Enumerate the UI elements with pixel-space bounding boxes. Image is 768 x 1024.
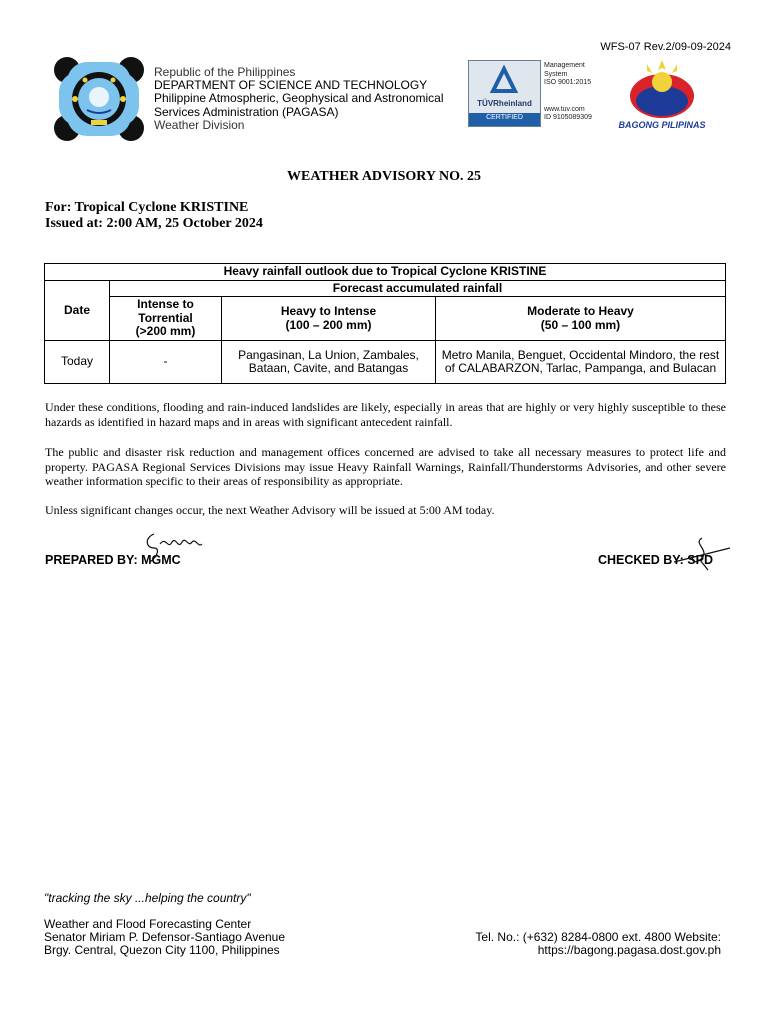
header-intense-line1: Intense to — [137, 297, 194, 312]
agency-line-2: Services Administration (PAGASA) — [154, 104, 339, 119]
tuv-certified: CERTIFIED — [486, 114, 523, 121]
checked-by-signature — [672, 534, 732, 574]
bagong-pilipinas-logo — [617, 56, 707, 134]
division-line: Weather Division — [154, 117, 245, 132]
contact-line2: https://bagong.pagasa.dost.gov.ph — [537, 943, 721, 957]
advisory-title: WEATHER ADVISORY NO. 25 — [287, 169, 481, 184]
paragraph-conditions: Under these conditions, flooding and rain-induced landslides are likely, especially in areas that are highly or very highly susceptible to these hazards as identified in hazard maps and in areas with significant antecedent rainfall. — [45, 400, 726, 429]
republic-line: Republic of the Philippines — [154, 65, 296, 79]
footer-address — [44, 918, 285, 957]
row-moderate: Metro Manila, Benguet, Occidental Mindoro, the rest of CALABARZON, Tarlac, Pampanga, and Bulacan — [436, 341, 726, 384]
contact-line1: Tel. No.: (+632) 8284-0800 ext. 4800 Website: — [475, 930, 721, 944]
address-line2: Senator Miriam P. Defensor-Santiago Avenue — [44, 930, 286, 944]
agency-line-1: Philippine Atmospheric, Geophysical and Astronomical — [154, 91, 444, 106]
prepared-by: PREPARED BY: MGMC — [45, 553, 181, 567]
paragraph-next-advisory: Unless significant changes occur, the next Weather Advisory will be issued at 5:00 AM today. — [45, 503, 495, 517]
row-intense: - — [110, 341, 222, 384]
tuv-spacer — [544, 88, 592, 106]
prepared-by-signature — [140, 526, 210, 566]
tuv-info — [544, 62, 592, 123]
table-header-intense — [110, 297, 222, 341]
header-moderate-line2: (50 – 100 mm) — [540, 317, 621, 332]
advisory-issued: Issued at: 2:00 AM, 25 October 2024 — [45, 216, 263, 231]
row-date: Today — [45, 341, 110, 384]
address-line3: Brgy. Central, Quezon City 1100, Philippines — [44, 943, 280, 957]
address-line1: Weather and Flood Forecasting Center — [44, 917, 252, 931]
header-heavy-line2: (100 – 200 mm) — [285, 317, 372, 332]
department-line: DEPARTMENT OF SCIENCE AND TECHNOLOGY — [154, 78, 428, 93]
tuv-brand: TÜVRheinland — [477, 99, 532, 108]
advisory-for: For: Tropical Cyclone KRISTINE — [45, 200, 249, 215]
checked-by: CHECKED BY: SPD — [597, 553, 713, 567]
form-code: WFS-07 Rev.2/09-09-2024 — [600, 41, 731, 53]
tuv-id: ID 9105089309 — [544, 114, 592, 121]
bagong-pilipinas-emblem — [617, 56, 707, 120]
agency-block — [154, 66, 444, 132]
tagline: "tracking the sky ...helping the country" — [44, 891, 251, 905]
pagasa-logo — [53, 56, 145, 142]
tuv-certification-badge — [468, 60, 608, 128]
tuv-ms-line1: Management — [544, 62, 585, 69]
header-heavy-line1: Heavy to Intense — [280, 304, 377, 318]
bagong-pilipinas-text: BAGONG PILIPINAS — [618, 120, 706, 130]
tuv-logo — [468, 60, 541, 127]
table-header-moderate — [436, 297, 726, 341]
table-row — [45, 341, 726, 384]
row-heavy: Pangasinan, La Union, Zambales, Bataan, Cavite, and Batangas — [222, 341, 436, 384]
table-date-header: Date — [45, 281, 110, 341]
header-intense-line2: Torrential — [138, 310, 193, 325]
tuv-iso: ISO 9001:2015 — [544, 79, 592, 86]
footer-contact — [475, 931, 721, 957]
tuv-url: www.tuv.com — [544, 105, 585, 113]
rainfall-outlook-table — [44, 263, 726, 384]
table-subtitle: Forecast accumulated rainfall — [110, 281, 726, 297]
table-title: Heavy rainfall outlook due to Tropical Cyclone KRISTINE — [45, 264, 726, 281]
table-header-heavy — [222, 297, 436, 341]
tuv-ms-line2: System — [544, 70, 568, 78]
header-moderate-line1: Moderate to Heavy — [527, 304, 634, 318]
paragraph-measures: The public and disaster risk reduction and management offices concerned are advised to take all necessary measures to protect life and property. PAGASA Regional Services Divisions may issue Heavy Rainfall Warnings, Rainfall/Thunderstorms Advisories, and other severe weather information specific to their areas of responsibility as appropriate. — [45, 445, 726, 488]
header-intense-line3: (>200 mm) — [135, 324, 196, 339]
